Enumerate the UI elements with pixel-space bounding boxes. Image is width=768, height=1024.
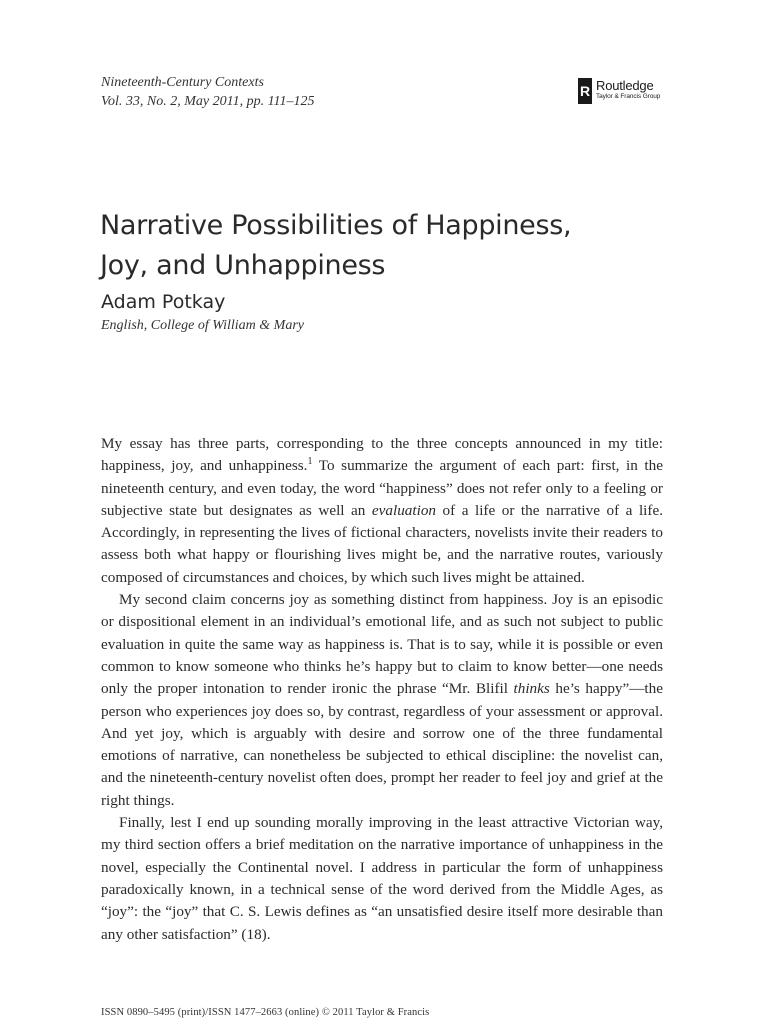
journal-issue: Vol. 33, No. 2, May 2011, pp. 111–125 bbox=[101, 94, 315, 109]
publisher-group: Taylor & Francis Group bbox=[596, 93, 661, 100]
article-title-line-2: Joy, and Unhappiness bbox=[100, 250, 386, 281]
paragraph-1-part-b: To summarize the argument of each part: first, in the nineteenth century, and even today, the word “happiness” does not refer only to a feeling or subjective state but designates as well an bbox=[101, 457, 663, 519]
article-title-line-1: Narrative Possibilities of Happiness, bbox=[100, 210, 572, 241]
author-name: Adam Potkay bbox=[101, 291, 226, 313]
routledge-logo-icon: R bbox=[578, 78, 592, 104]
publisher-logo bbox=[578, 78, 660, 104]
paragraph-2 bbox=[101, 589, 663, 812]
article-title bbox=[100, 206, 700, 286]
paragraph-1-part-c: of a life or the narrative of a life. Accordingly, in representing the lives of fictional characters, novelists invite their readers to assess both what happy or flourishing lives might be, and the narrative routes, variously composed of circumstances and choices, by which such lives might be attained. bbox=[101, 501, 663, 586]
author-affiliation: English, College of William & Mary bbox=[101, 318, 304, 333]
publisher-name: Routledge bbox=[596, 78, 654, 93]
paragraph-3: Finally, lest I end up sounding morally improving in the least attractive Victorian way, my third section offers a brief meditation on the narrative importance of unhappiness in the novel, especially the Continental novel. I address in particular the form of unhappiness paradoxically known, in a technical sense of the word derived from the Middle Ages, as “joy”: the “joy” that C. S. Lewis defines as “an unsatisfied desire itself more desirable than any other satisfaction” (18). bbox=[101, 814, 663, 943]
journal-header bbox=[101, 73, 315, 111]
paragraph-2-part-a: My second claim concerns joy as something distinct from happiness. Joy is an episodic or dispositional element in an individual’s emotional life, and as such not subject to public evaluation in quite the same way as happiness is. That is to say, while it is possible or even common to know someone who thinks he’s happy but to claim to know better—one needs only the proper intonation to render ironic the phrase “Mr. Blifil bbox=[101, 591, 663, 698]
publisher-wordmark bbox=[596, 78, 660, 101]
paragraph-2-emphasis: thinks bbox=[513, 680, 550, 698]
paragraph-1-part-a: My essay has three parts, corresponding to the three concepts announced in my title: happiness, joy, and unhappiness. bbox=[101, 435, 663, 475]
paragraph-1-emphasis: evaluation bbox=[371, 501, 437, 519]
article-body bbox=[101, 433, 663, 946]
paragraph-2-part-b: he’s happy”—the person who experiences joy does so, by contrast, regardless of your assessment or approval. And yet joy, which is arguably with desire and sorrow one of the three fundamental emotions of narrative, can nonetheless be subjected to ethical discipline: the novelist can, and the nineteenth-century novelist often does, prompt her reader to feel joy and grief at the right things. bbox=[101, 680, 663, 809]
paragraph-1 bbox=[101, 433, 663, 589]
footnote-marker[interactable]: 1 bbox=[307, 456, 313, 468]
issn-footer: ISSN 0890–5495 (print)/ISSN 1477–2663 (online) © 2011 Taylor & Francis bbox=[101, 1007, 430, 1018]
journal-name: Nineteenth-Century Contexts bbox=[101, 75, 264, 90]
